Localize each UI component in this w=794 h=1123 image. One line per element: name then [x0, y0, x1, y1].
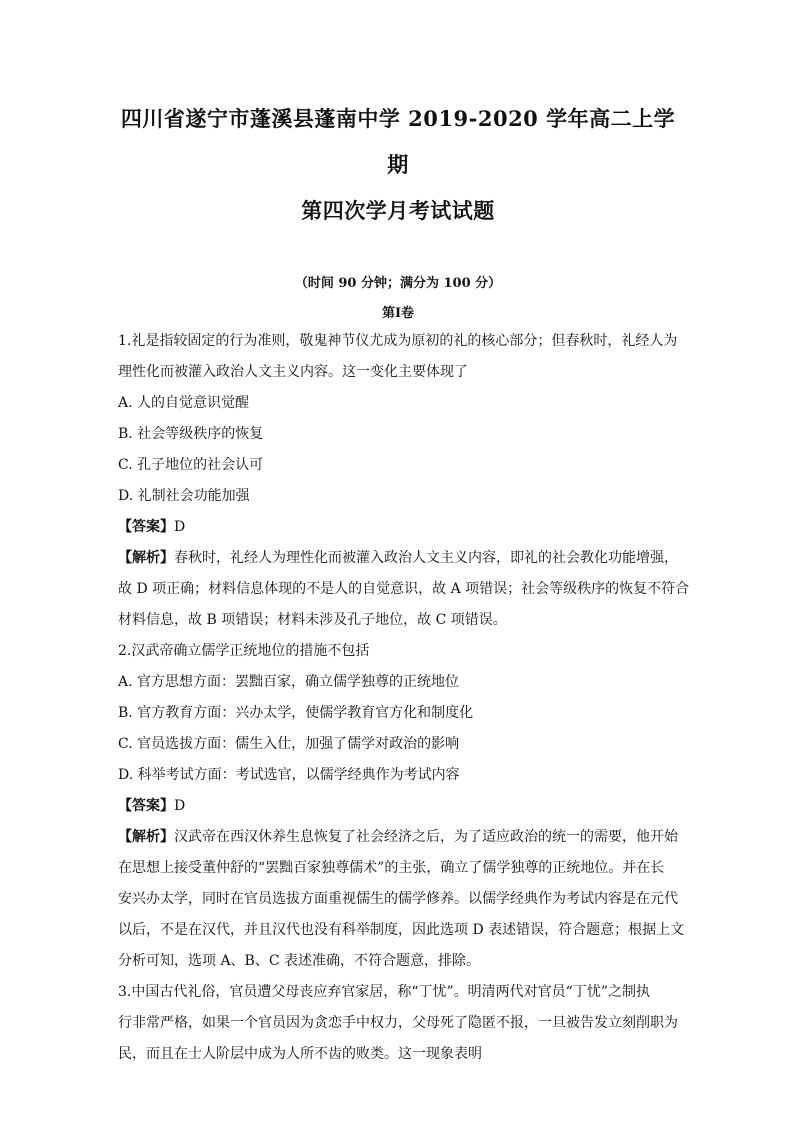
question-2: [118, 636, 685, 977]
exam-meta: （时间 90 分钟；满分为 100 分）: [294, 276, 502, 291]
analysis-line: 安兴办太学，同时在官员选拔方面重视儒生的儒学修养。以儒学经典作为考试内容是在元代: [118, 891, 678, 907]
option-d: D. 科举考试方面：考试选官，以儒学经典作为考试内容: [118, 767, 460, 783]
analysis-tag: 【解析】: [118, 829, 174, 845]
analysis-text: 汉武帝在西汉休养生息恢复了社会经济之后，为了适应政治的统一的需要，他开始: [174, 829, 678, 845]
analysis-line: [118, 543, 678, 574]
answer-line: [118, 512, 678, 543]
analysis-line: 以后，不是在汉代，并且汉代也没有科举制度，因此选项 D 表述错误，符合题意；根据上文: [118, 922, 685, 938]
answer-value: D: [174, 798, 186, 814]
analysis-text: 春秋时，礼经人为理性化而被灌入政治人文主义内容，即礼的社会教化功能增强，: [174, 550, 678, 566]
analysis-line: 故 D 项正确；材料信息体现的不是人的自觉意识，故 A 项错误；社会等级秩序的恢复不符合: [118, 581, 690, 597]
analysis-line: 材料信息，故 B 项错误；材料未涉及孔子地位，故 C 项错误。: [118, 612, 507, 628]
option-d: D. 礼制社会功能加强: [118, 488, 250, 504]
question-1: [118, 326, 690, 636]
analysis-line: 在思想上接受董仲舒的“罢黜百家独尊儒术”的主张，确立了儒学独尊的正统地位。并在长: [118, 860, 665, 876]
answer-tag: 【答案】: [118, 798, 174, 814]
option-a: A. 人的自觉意识觉醒: [118, 395, 250, 411]
analysis-tag: 【解析】: [118, 550, 174, 566]
question-stem: 民，而且在士人阶层中成为人所不齿的败类。这一现象表明: [118, 1046, 482, 1062]
question-stem: 3.中国古代礼俗，官员遭父母丧应弃官家居，称“丁忧”。明清两代对官员“丁忧”之制执: [118, 984, 650, 1000]
question-stem: 理性化而被灌入政治人文主义内容。这一变化主要体现了: [118, 364, 468, 380]
analysis-line: [118, 822, 678, 853]
option-c: C. 官员选拔方面：儒生入仕，加强了儒学对政治的影响: [118, 736, 460, 752]
question-3: [118, 977, 678, 1070]
document-title-line-1: 四川省遂宁市蓬溪县蓬南中学 2019-2020 学年高二上学期: [120, 106, 676, 177]
option-b: B. 官方教育方面：兴办太学，使儒学教育官方化和制度化: [118, 705, 474, 721]
option-c: C. 孔子地位的社会认可: [118, 457, 264, 473]
analysis-line: 分析可知，选项 A、B、C 表述准确，不符合题意，排除。: [118, 953, 481, 969]
answer-line: [118, 791, 678, 822]
document-title-line-2: 第四次学月考试试题: [301, 198, 495, 223]
answer-tag: 【答案】: [118, 519, 174, 535]
question-stem: 1.礼是指较固定的行为准则，敬鬼神节仪尤成为原初的礼的核心部分；但春秋时，礼经人为: [118, 333, 678, 349]
option-a: A. 官方思想方面：罢黜百家，确立儒学独尊的正统地位: [118, 674, 460, 690]
option-b: B. 社会等级秩序的恢复: [118, 426, 264, 442]
answer-value: D: [174, 519, 186, 535]
question-stem: 行非常严格，如果一个官员因为贪恋手中权力，父母死了隐匿不报，一旦被告发立刻削职为: [118, 1015, 678, 1031]
section-heading: 第Ⅰ卷: [381, 306, 415, 321]
question-stem: 2.汉武帝确立儒学正统地位的措施不包括: [118, 643, 370, 659]
